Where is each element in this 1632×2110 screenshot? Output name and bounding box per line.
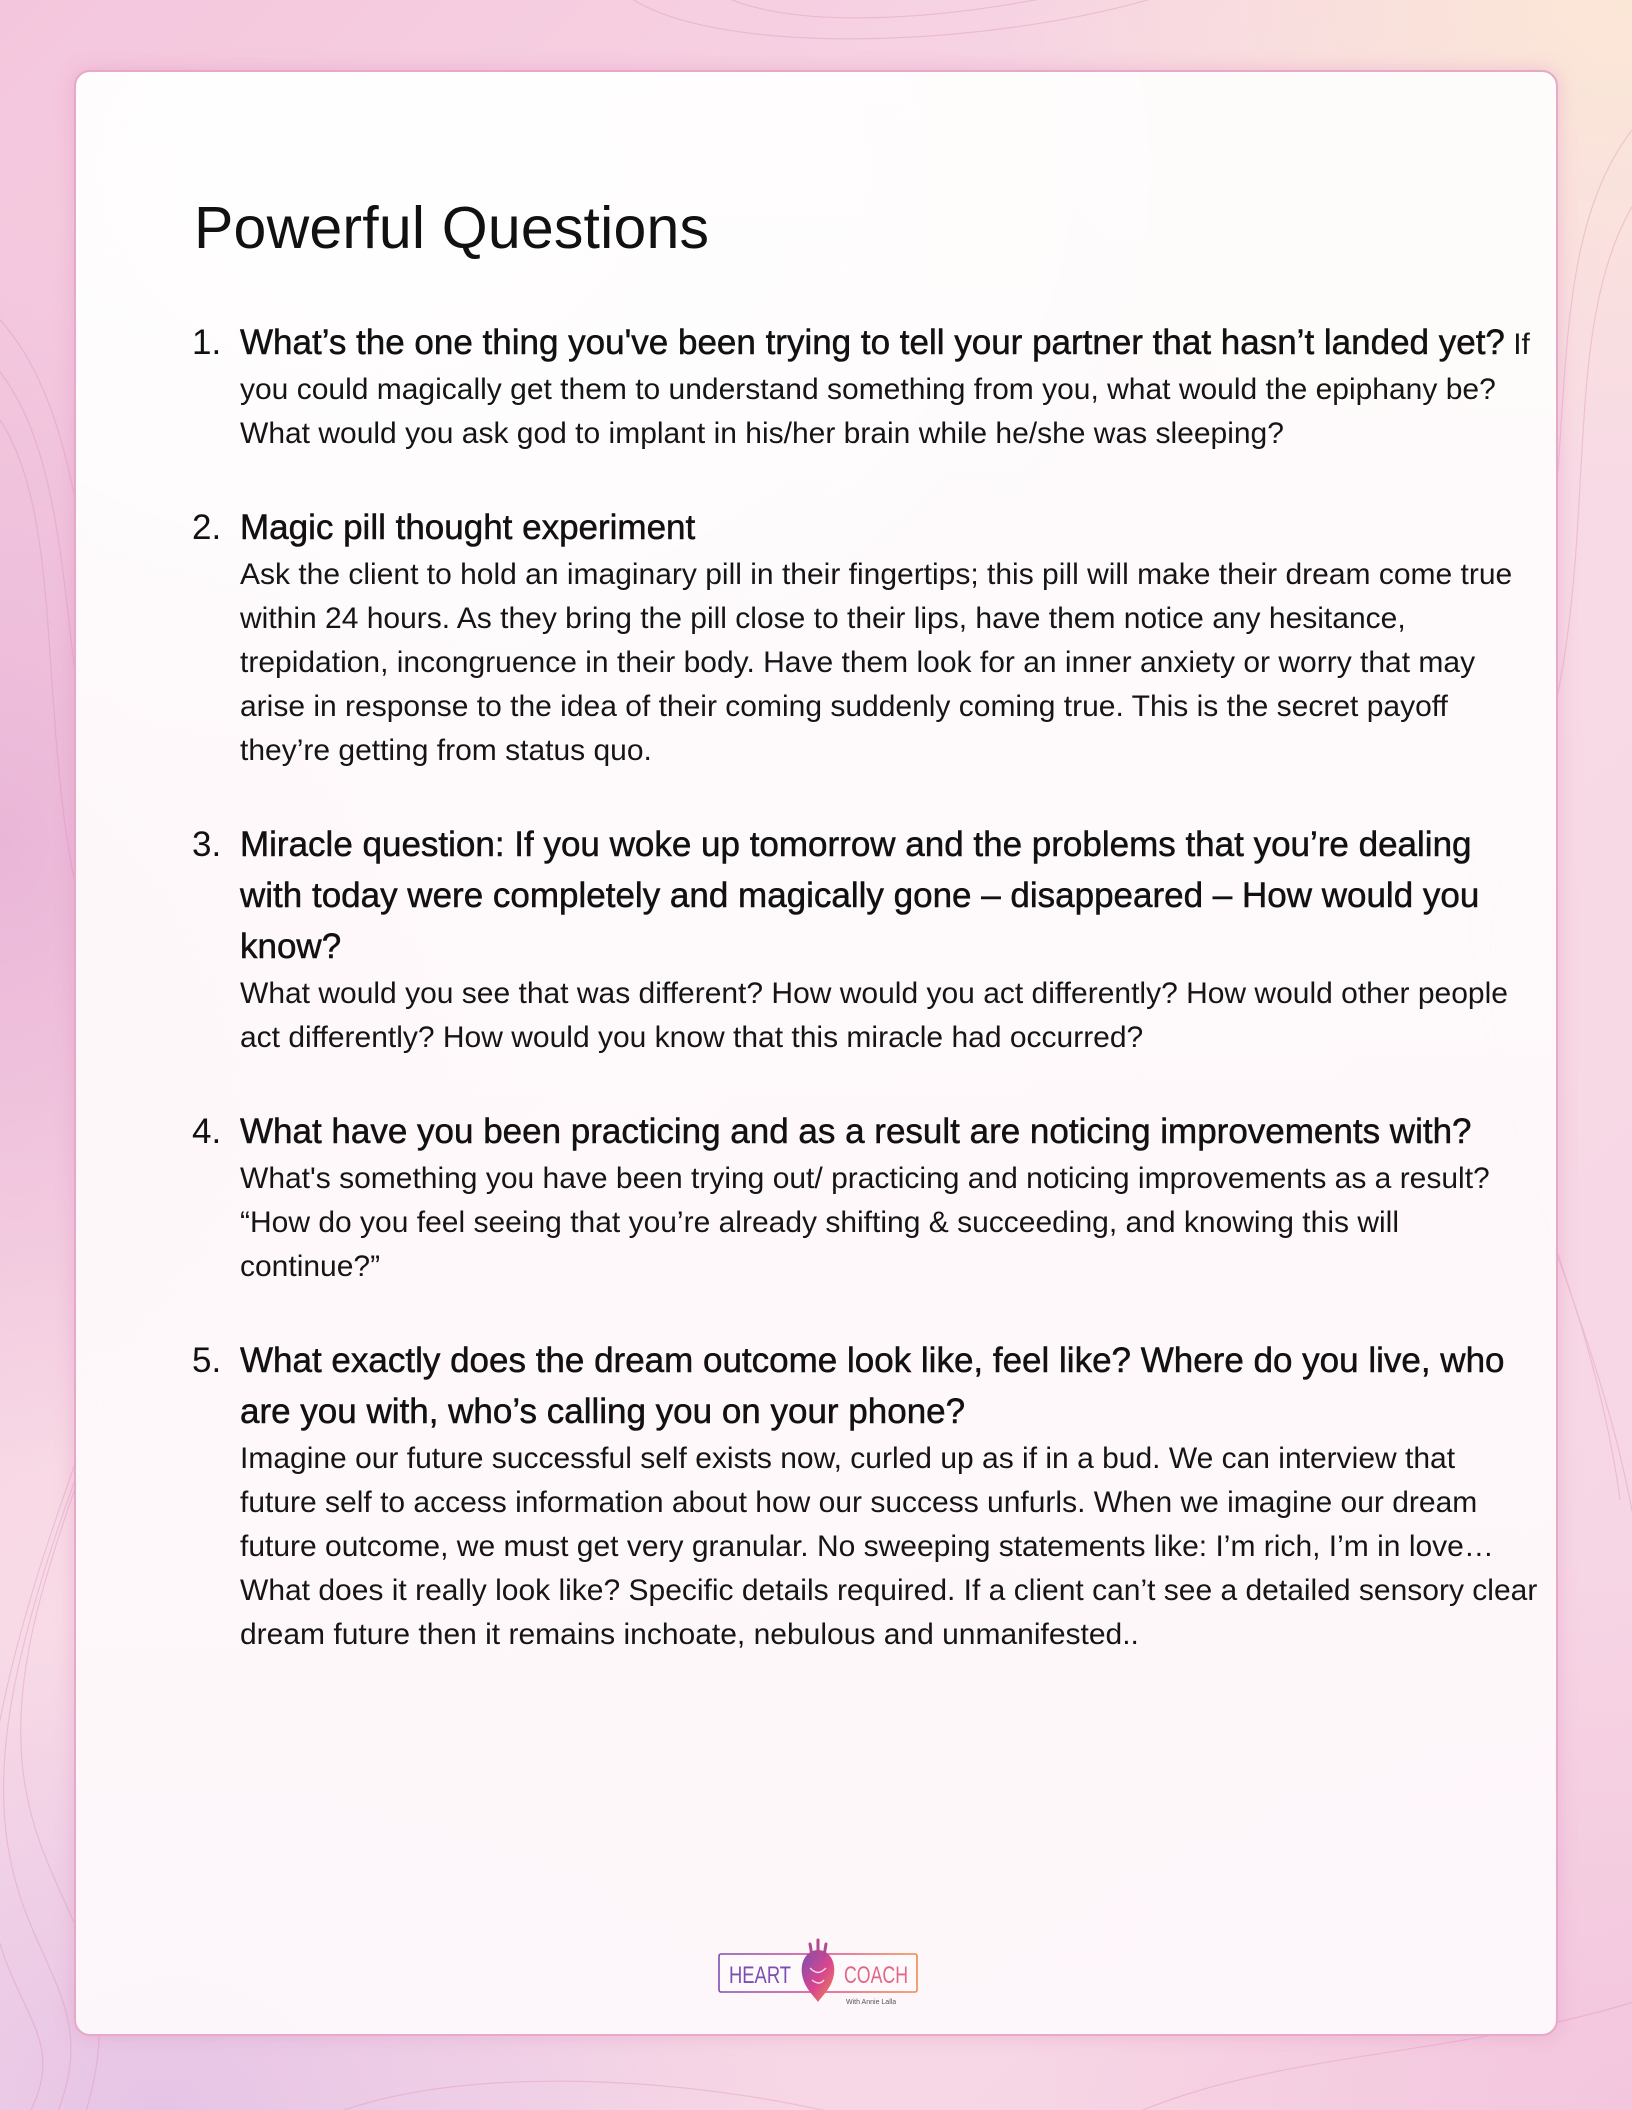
- question-heading: What have you been practicing and as a result are noticing improvements with?: [240, 1112, 1472, 1151]
- question-number: 5.: [192, 1341, 222, 1380]
- question-number: 4.: [192, 1112, 222, 1151]
- question-number: 2.: [192, 508, 222, 547]
- question-heading: Miracle question: If you woke up tomorrow and the problems that you’re dealing with today were completely and magically gone – disappeared – How would you know?: [240, 825, 1480, 966]
- logo-left-text: HEART: [729, 1962, 792, 1989]
- question-item-5: [192, 1335, 1540, 1657]
- question-text: [240, 317, 1540, 456]
- logo-tagline: With Annie Lalla: [846, 1999, 897, 2006]
- question-heading: What exactly does the dream outcome look like, feel like? Where do you live, who are you with, who’s calling you on your phone?: [240, 1341, 1505, 1431]
- question-heading: What’s the one thing you've been trying to tell your partner that hasn’t landed yet?: [240, 323, 1505, 362]
- question-item-1: [192, 317, 1540, 456]
- logo-right-text: COACH: [844, 1962, 908, 1989]
- question-number: 1.: [192, 323, 222, 362]
- questions-list: [192, 317, 1540, 1703]
- question-body: What's something you have been trying out/ practicing and noticing improvements as a result? “How do you feel seeing that you’re already shifting & succeeding, and knowing this will continue?”: [240, 1162, 1490, 1283]
- page-title: Powerful Questions: [194, 195, 710, 261]
- question-number: 3.: [192, 825, 222, 864]
- heart-coach-logo: [718, 1934, 918, 2010]
- question-item-3: [192, 819, 1540, 1060]
- question-body: If you could magically get them to understand something from you, what would the epiphany be? What would you ask god to implant in his/her brain while he/she was sleeping?: [240, 328, 1530, 450]
- question-heading: Magic pill thought experiment: [240, 508, 696, 547]
- question-body: Imagine our future successful self exists now, curled up as if in a bud. We can interview that future self to access information about how our success unfurls. When we imagine our dream future outcome, we must get very granular. No sweeping statements like: I’m rich, I’m in love…What does it really look like? Specific details required. If a client can’t see a detailed sensory clear dream future then it remains inchoate, nebulous and unmanifested..: [240, 1442, 1538, 1651]
- question-item-4: [192, 1106, 1540, 1289]
- question-body: Ask the client to hold an imaginary pill in their fingertips; this pill will make their dream come true within 24 hours. As they bring the pill close to their lips, have them notice any hesitance, trepidation, incongruence in their body. Have them look for an inner anxiety or worry that may arise in response to the idea of their coming suddenly coming true. This is the secret payoff they’re getting from status quo.: [240, 558, 1513, 767]
- content-card: [74, 70, 1558, 2036]
- question-item-2: [192, 502, 1540, 773]
- question-body: What would you see that was different? How would you act differently? How would other people act differently? How would you know that this miracle had occurred?: [240, 977, 1508, 1054]
